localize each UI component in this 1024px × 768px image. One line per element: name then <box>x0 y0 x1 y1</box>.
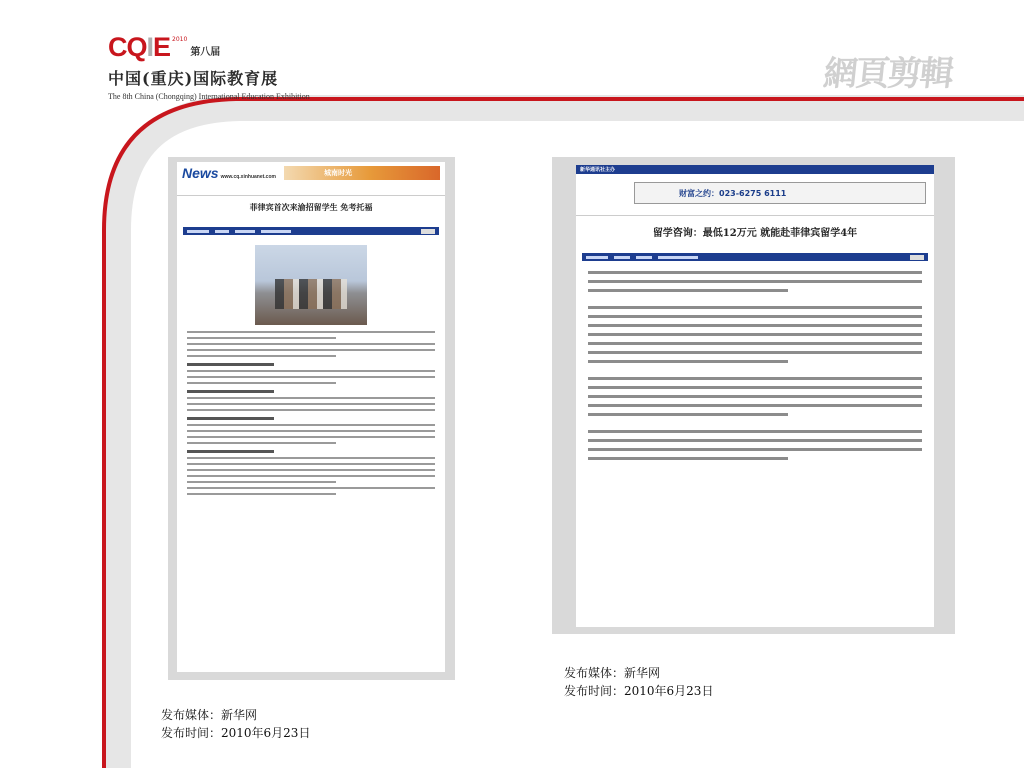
expo-logo-block <box>108 34 310 101</box>
article-headline: 留学咨询：最低12万元 就能赴菲律宾留学4年 <box>652 228 858 239</box>
expo-subtitle: The 8th China (Chongqing) International Education Exhibition <box>108 92 310 101</box>
article-meta <box>177 217 445 222</box>
breadcrumb <box>177 184 445 196</box>
news-page-left <box>177 162 445 672</box>
web-clipping-badge: 網頁剪輯 <box>821 54 954 94</box>
news-clip-right <box>552 157 955 634</box>
xinhua-logo: News www.cq.xinhuanet.com <box>182 165 276 181</box>
banner-ad: 财富之约：023-6275 6111 <box>634 182 926 204</box>
article-photo <box>255 245 367 325</box>
article-body <box>576 271 934 460</box>
breadcrumb <box>576 204 934 216</box>
article-toolbar <box>183 227 439 235</box>
date-label: 发布时间：2010年6月23日 <box>161 726 311 740</box>
publication-info-right <box>564 664 713 700</box>
site-header <box>177 162 445 184</box>
article-meta <box>576 243 934 248</box>
news-clip-left <box>168 157 455 680</box>
expo-title: 中国(重庆)国际教育展 <box>108 69 279 88</box>
outlet-label: 发布媒体：新华网 <box>564 666 661 680</box>
date-label: 发布时间：2010年6月23日 <box>564 684 714 698</box>
news-page-right <box>576 165 934 627</box>
article-body <box>177 331 445 495</box>
article-toolbar <box>582 253 928 261</box>
banner-ad: 城南时光 <box>284 166 440 180</box>
site-top-nav: 新华通讯社主办 <box>576 165 934 174</box>
expo-logo-mark: CQIE <box>108 32 171 62</box>
expo-edition-label: 第八届 <box>190 47 221 58</box>
article-headline: 菲律宾首次来渝招留学生 免考托福 <box>249 202 373 212</box>
publication-info-left <box>161 706 310 742</box>
outlet-label: 发布媒体：新华网 <box>161 708 258 722</box>
expo-logo-year: 2010 <box>172 36 188 43</box>
